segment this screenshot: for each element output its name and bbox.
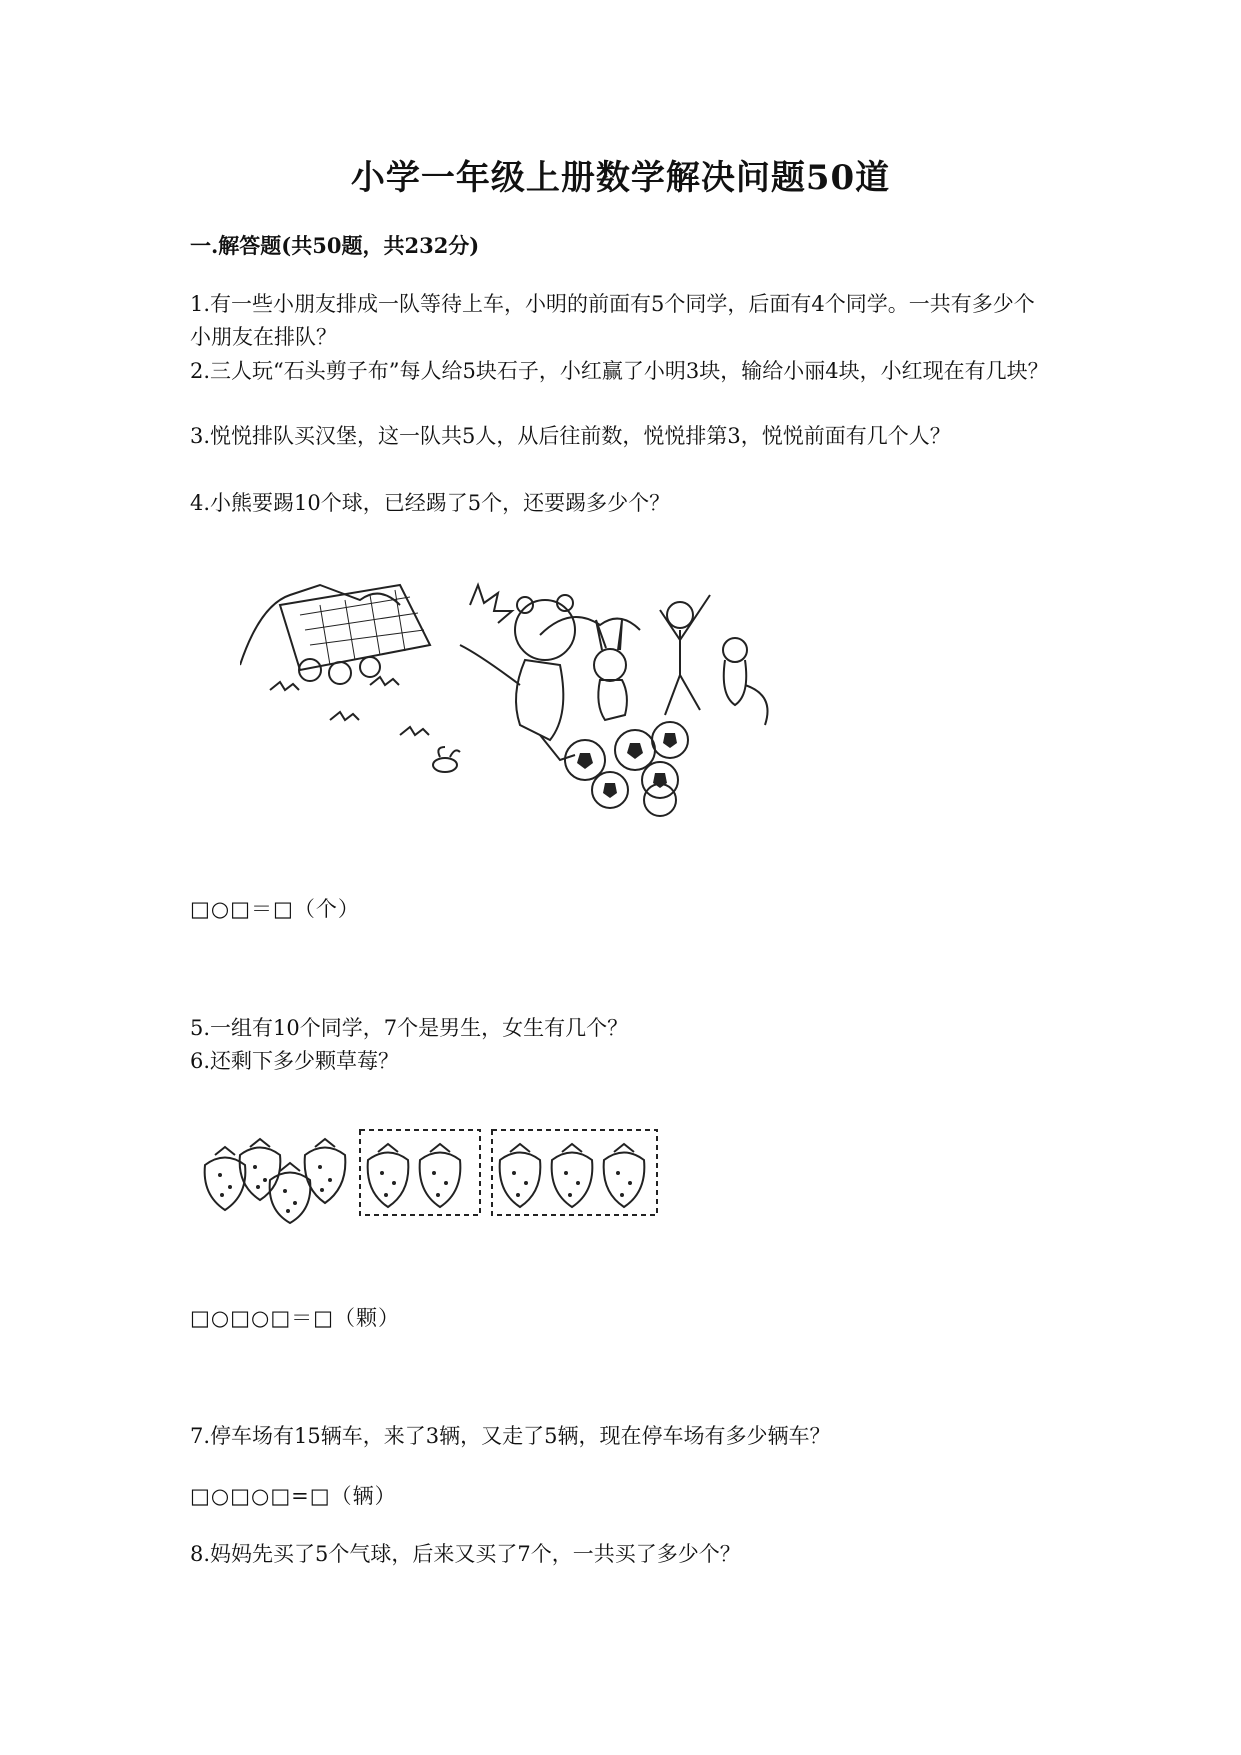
section-heading: 一.解答题(共50题，共232分) (190, 233, 480, 258)
question-2: 2.三人玩“石头剪子布”每人给5块石子，小红赢了小明3块，输给小丽4块，小红现在有几块？ (190, 359, 1049, 383)
question-3: 3.悦悦排队买汉堡，这一队共5人，从后往前数，悦悦排第3，悦悦前面有几个人？ (190, 424, 951, 448)
answer-formula-7: □○□○□=□（辆） (190, 1484, 397, 1508)
question-7: 7.停车场有15辆车，来了3辆，又走了5辆，现在停车场有多少辆车？ (190, 1424, 831, 1448)
answer-formula-4: □○□＝□（个） (190, 897, 360, 921)
question-8: 8.妈妈先买了5个气球，后来又买了7个，一共买了多少个？ (190, 1542, 741, 1566)
question-6: 6.还剩下多少颗草莓？ (190, 1049, 400, 1073)
question-1: 1.有一些小朋友排成一队等待上车，小明的前面有5个同学，后面有4个同学。一共有多少个小朋友在排队？ (190, 292, 1035, 349)
strawberries-illustration (200, 1125, 660, 1225)
soccer-bear-illustration (240, 575, 800, 825)
answer-formula-6: □○□○□＝□（颗） (190, 1306, 401, 1330)
page-title: 小学一年级上册数学解决问题50道 (350, 158, 891, 198)
question-5: 5.一组有10个同学，7个是男生，女生有几个？ (190, 1016, 629, 1040)
question-4: 4.小熊要踢10个球，已经踢了5个，还要踢多少个？ (190, 491, 671, 515)
